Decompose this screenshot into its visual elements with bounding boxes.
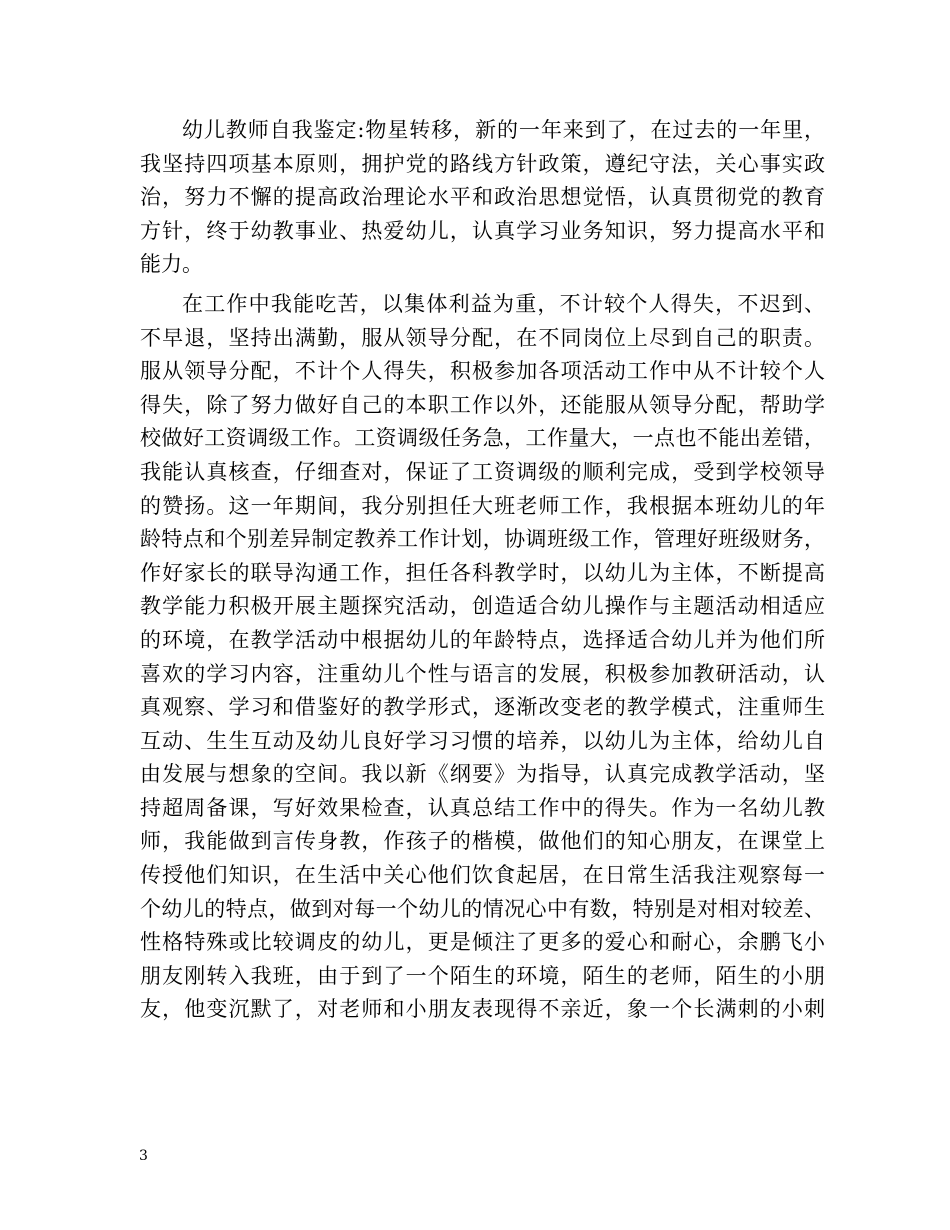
paragraph-1 xyxy=(140,114,825,282)
text-line: 持超周备课，写好效果检查，认真总结工作中的得失。作为一名幼儿教 xyxy=(140,795,825,820)
text-line: 的赞扬。这一年期间，我分别担任大班老师工作，我根据本班幼儿的年 xyxy=(140,493,825,518)
text-line: 互动、生生互动及幼儿良好学习习惯的培养，以幼儿为主体，给幼儿自 xyxy=(140,728,825,753)
text-line: 喜欢的学习内容，注重幼儿个性与语言的发展，积极参加教研活动，认 xyxy=(140,661,825,686)
text-line: 师，我能做到言传身教，作孩子的楷模，做他们的知心朋友，在课堂上 xyxy=(140,829,825,854)
text-line: 真观察、学习和借鉴好的教学形式，逐渐改变老的教学模式，注重师生 xyxy=(140,695,825,720)
text-line: 性格特殊或比较调皮的幼儿，更是倾注了更多的爱心和耐心，余鹏飞小 xyxy=(140,930,825,955)
text-line: 能力。 xyxy=(140,252,203,277)
text-line: 龄特点和个别差异制定教养工作计划，协调班级工作，管理好班级财务， xyxy=(140,527,825,552)
text-line: 在工作中我能吃苦，以集体利益为重，不计较个人得失，不迟到、 xyxy=(182,291,825,316)
paragraph-2 xyxy=(140,288,825,1027)
text-line: 幼儿教师自我鉴定:物星转移，新的一年来到了，在过去的一年里， xyxy=(182,118,825,142)
text-line: 得失，除了努力做好自己的本职工作以外，还能服从领导分配，帮助学 xyxy=(140,392,825,417)
text-line: 由发展与想象的空间。我以新《纲要》为指导，认真完成教学活动，坚 xyxy=(140,762,825,787)
text-line: 不早退，坚持出满勤，服从领导分配，在不同岗位上尽到自己的职责。 xyxy=(140,325,825,350)
text-line: 的环境，在教学活动中根据幼儿的年龄特点，选择适合幼儿并为他们所 xyxy=(140,627,825,652)
text-line: 朋友刚转入我班，由于到了一个陌生的环境，陌生的老师，陌生的小朋 xyxy=(140,963,825,988)
text-line: 个幼儿的特点，做到对每一个幼儿的情况心中有数，特别是对相对较差、 xyxy=(140,896,825,921)
text-line: 传授他们知识，在生活中关心他们饮食起居，在日常生活我注观察每一 xyxy=(140,863,825,888)
text-line: 友，他变沉默了，对老师和小朋友表现得不亲近，象一个长满刺的小刺 xyxy=(140,997,825,1022)
page-number: 3 xyxy=(139,1148,148,1164)
text-line: 校做好工资调级工作。工资调级任务急，工作量大，一点也不能出差错， xyxy=(140,426,825,451)
text-line: 治，努力不懈的提高政治理论水平和政治思想觉悟，认真贯彻党的教育 xyxy=(140,185,825,210)
text-line: 我能认真核查，仔细查对，保证了工资调级的顺利完成，受到学校领导 xyxy=(140,459,825,484)
text-line: 方针，终于幼教事业、热爱幼儿，认真学习业务知识，努力提高水平和 xyxy=(140,218,825,243)
text-line: 作好家长的联导沟通工作，担任各科教学时，以幼儿为主体，不断提高 xyxy=(140,560,825,585)
document-body xyxy=(140,114,825,1027)
text-line: 服从领导分配，不计个人得失，积极参加各项活动工作中从不计较个人 xyxy=(140,359,825,384)
text-line: 教学能力积极开展主题探究活动，创造适合幼儿操作与主题活动相适应 xyxy=(140,594,825,619)
text-line: 我坚持四项基本原则，拥护党的路线方针政策，遵纪守法，关心事实政 xyxy=(140,151,825,176)
